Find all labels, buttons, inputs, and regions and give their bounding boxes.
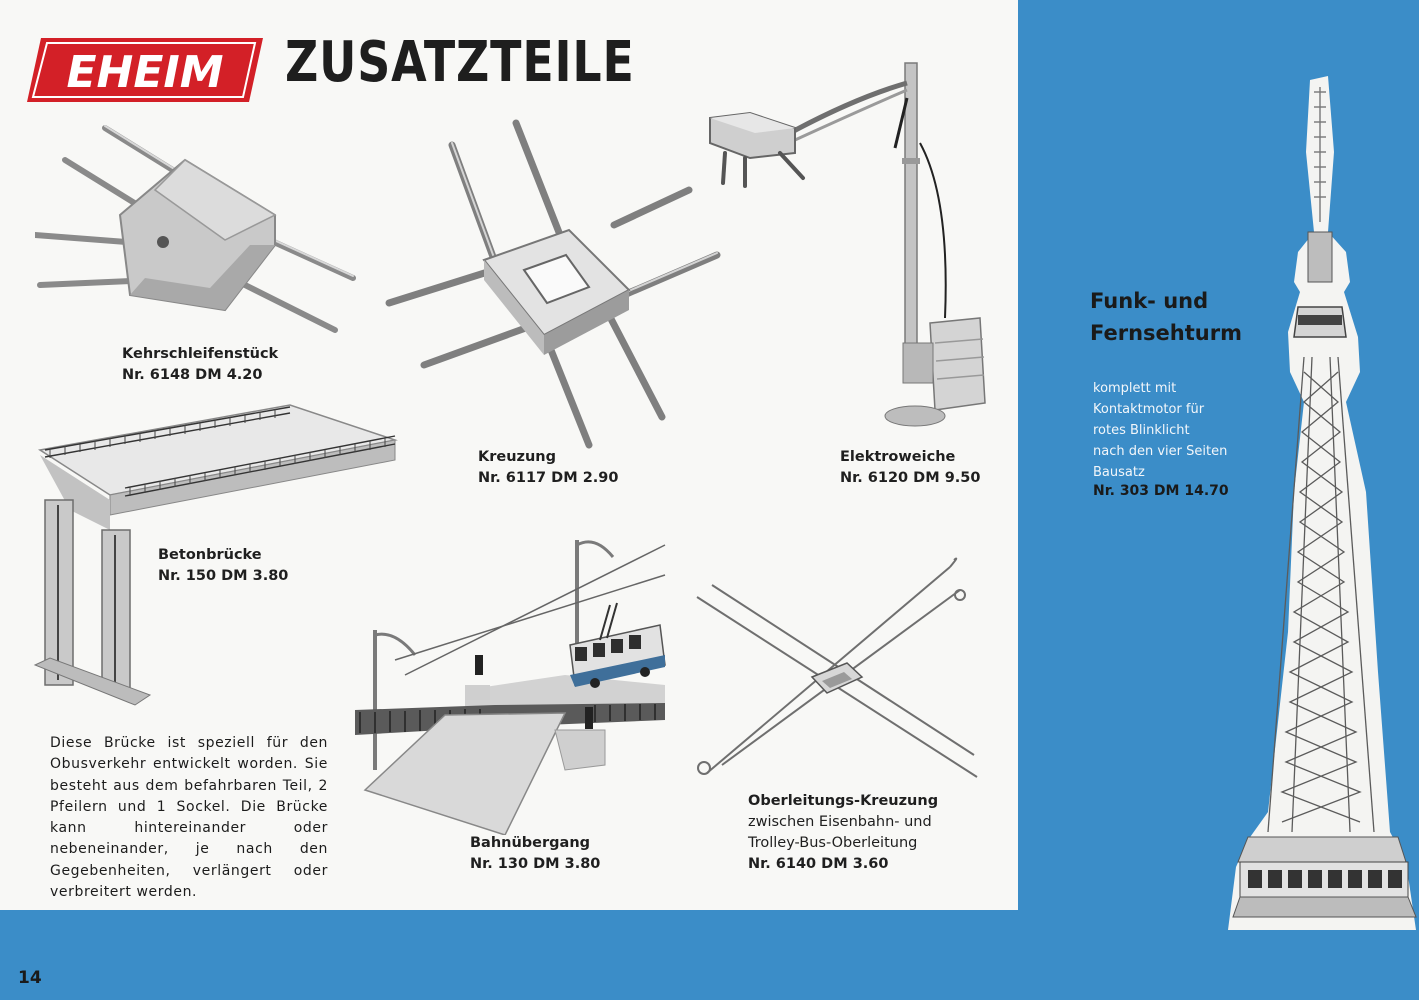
product-name: Kreuzung — [478, 449, 557, 465]
product-price: Nr. 6117 DM 2.90 — [478, 470, 619, 486]
tower-desc-line: nach den vier Seiten — [1093, 444, 1228, 459]
product-price: Nr. 6140 DM 3.60 — [748, 856, 889, 872]
product-elektroweiche — [840, 447, 980, 489]
page-number: 14 — [18, 968, 42, 988]
tower-desc-line: rotes Blinklicht — [1093, 423, 1190, 438]
tower-title-line2: Fernsehturm — [1090, 321, 1242, 345]
product-name: Oberleitungs-Kreuzung — [748, 793, 939, 809]
product-name: Betonbrücke — [158, 547, 262, 563]
product-name: Bahnübergang — [470, 835, 591, 851]
product-desc-line2: Trolley-Bus-Oberleitung — [748, 835, 918, 851]
bridge-description: Diese Brücke ist speziell für den Obusverkehr entwickelt worden. Sie besteht aus dem befahrbaren Teil, 2 Pfeilern und 1 Sockel. Die Brücke kann hintereinander oder nebeneinander, je nach den Gegebenheiten, verlängert oder verbreitert werden. — [50, 735, 328, 901]
product-name: Kehrschleifenstück — [122, 346, 279, 362]
product-oberleitung — [748, 791, 938, 875]
eheim-logo — [27, 36, 263, 104]
product-price: Nr. 150 DM 3.80 — [158, 568, 289, 584]
tower-desc-line: komplett mit — [1093, 381, 1177, 396]
tower-description — [1093, 378, 1263, 483]
tower-title-line1: Funk- und — [1090, 289, 1209, 313]
page-title: ZUSATZTEILE — [285, 30, 635, 95]
product-betonbruecke — [158, 545, 288, 587]
bahnuebergang-illustration — [355, 535, 670, 835]
product-kehrschleife — [122, 344, 278, 386]
logo-text: EHEIM — [66, 47, 224, 98]
tower-price: Nr. 303 DM 14.70 — [1093, 483, 1229, 499]
kreuzung-illustration — [384, 115, 724, 455]
product-price: Nr. 6148 DM 4.20 — [122, 367, 263, 383]
product-desc-line1: zwischen Eisenbahn- und — [748, 814, 932, 830]
product-name: Elektroweiche — [840, 449, 956, 465]
product-bahnuebergang — [470, 833, 600, 875]
bottom-band — [0, 910, 1419, 1000]
product-price: Nr. 130 DM 3.80 — [470, 856, 601, 872]
oberleitung-illustration — [692, 555, 982, 785]
trolley-bus — [570, 603, 665, 688]
elektroweiche-illustration — [695, 58, 995, 438]
tower-desc-line: Bausatz — [1093, 465, 1145, 480]
product-price: Nr. 6120 DM 9.50 — [840, 470, 981, 486]
tower-illustration — [1228, 72, 1418, 930]
product-kreuzung — [478, 447, 618, 489]
tower-title — [1090, 285, 1270, 349]
tower-desc-line: Kontaktmotor für — [1093, 402, 1205, 417]
kehrschleife-illustration — [35, 120, 365, 335]
